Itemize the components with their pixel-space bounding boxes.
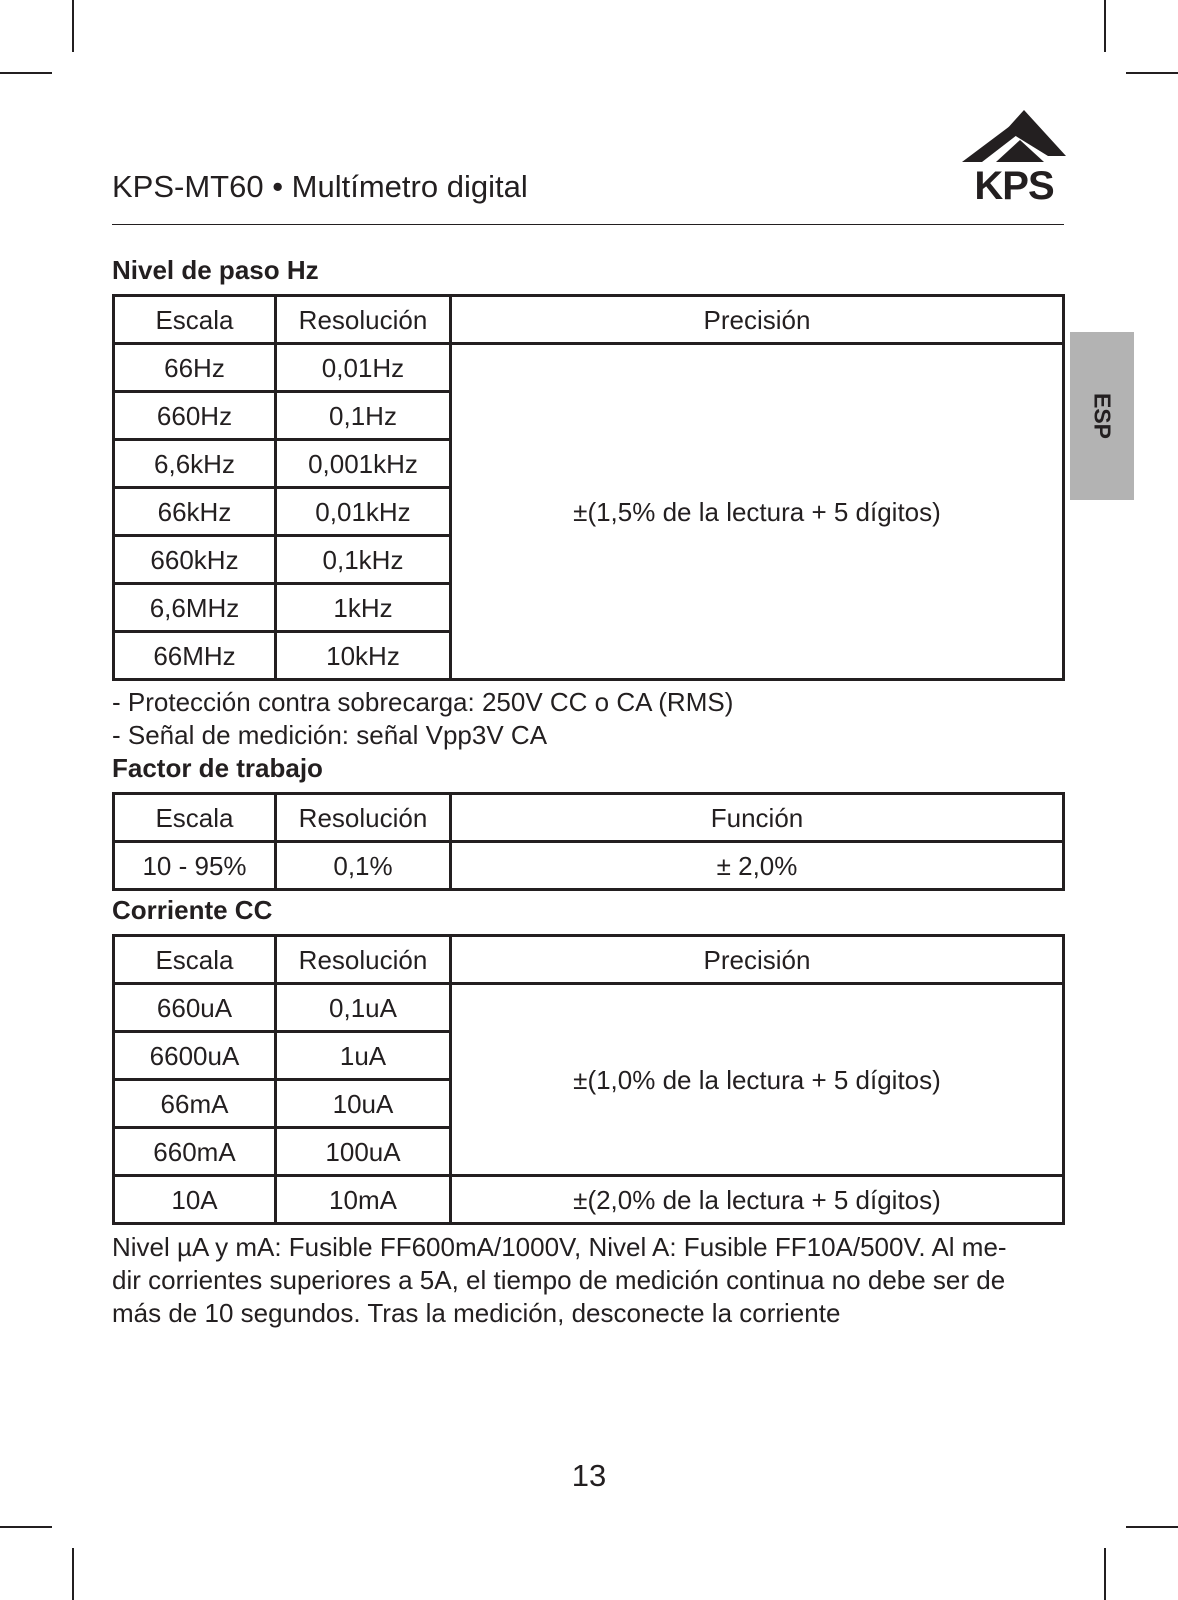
cell-precision: ±(1,0% de la lectura + 5 dígitos) <box>451 984 1064 1176</box>
crop-mark <box>1126 72 1178 74</box>
cell-resolution: 10uA <box>276 1080 451 1128</box>
table-header-row <box>114 794 1064 842</box>
cell-resolution: 0,1% <box>276 842 451 890</box>
cell-scale: 66Hz <box>114 344 276 392</box>
table-duty <box>112 792 1065 891</box>
cell-scale: 6600uA <box>114 1032 276 1080</box>
header-cell: Escala <box>114 296 276 344</box>
crop-mark <box>1104 1548 1106 1600</box>
note-overload: - Protección contra sobrecarga: 250V CC o CA (RMS) <box>112 687 734 717</box>
section-title-hz: Nivel de paso Hz <box>112 255 319 285</box>
cell-scale: 660mA <box>114 1128 276 1176</box>
paragraph-line: dir corrientes superiores a 5A, el tiempo de medición continua no debe ser de <box>112 1265 1006 1295</box>
table-row <box>114 1176 1064 1224</box>
note-signal: - Señal de medición: señal Vpp3V CA <box>112 720 548 750</box>
cell-scale: 66MHz <box>114 632 276 680</box>
table-header-row <box>114 936 1064 984</box>
cell-resolution: 10kHz <box>276 632 451 680</box>
cell-scale: 66mA <box>114 1080 276 1128</box>
page-number: 13 <box>571 1458 607 1493</box>
header-divider <box>112 224 1064 225</box>
kps-logo-mark <box>962 110 1066 166</box>
cell-scale: 66kHz <box>114 488 276 536</box>
cell-resolution: 0,01Hz <box>276 344 451 392</box>
header-cell: Resolución <box>276 936 451 984</box>
cell-scale: 6,6kHz <box>114 440 276 488</box>
paragraph-line: Nivel µA y mA: Fusible FF600mA/1000V, Nivel A: Fusible FF10A/500V. Al me- <box>112 1232 1007 1262</box>
table-dc <box>112 934 1065 1225</box>
table-hz <box>112 294 1065 681</box>
table-row <box>114 984 1064 1032</box>
language-tab-label: ESP <box>1089 392 1116 440</box>
cell-resolution: 0,1uA <box>276 984 451 1032</box>
cell-precision: ±(1,5% de la lectura + 5 dígitos) <box>451 344 1064 680</box>
cell-resolution: 0,1kHz <box>276 536 451 584</box>
cell-scale: 660Hz <box>114 392 276 440</box>
crop-mark <box>1104 0 1106 52</box>
header-cell: Resolución <box>276 296 451 344</box>
cell-scale: 10 - 95% <box>114 842 276 890</box>
header-cell: Resolución <box>276 794 451 842</box>
cell-resolution: 0,01kHz <box>276 488 451 536</box>
cell-precision: ±(2,0% de la lectura + 5 dígitos) <box>451 1176 1064 1224</box>
header-cell: Precisión <box>451 296 1064 344</box>
cell-scale: 10A <box>114 1176 276 1224</box>
section-title-dc: Corriente CC <box>112 895 273 925</box>
cell-resolution: 100uA <box>276 1128 451 1176</box>
cell-scale: 660uA <box>114 984 276 1032</box>
cell-resolution: 1uA <box>276 1032 451 1080</box>
page-title: KPS-MT60 • Multímetro digital <box>112 169 528 204</box>
cell-scale: 660kHz <box>114 536 276 584</box>
table-header-row <box>114 296 1064 344</box>
paragraph-line: más de 10 segundos. Tras la medición, desconecte la corriente <box>112 1298 841 1328</box>
table-row <box>114 344 1064 392</box>
crop-mark <box>0 72 52 74</box>
cell-resolution: 0,1Hz <box>276 392 451 440</box>
header-cell: Precisión <box>451 936 1064 984</box>
cell-resolution: 10mA <box>276 1176 451 1224</box>
kps-logo-text: KPS <box>974 164 1054 208</box>
crop-mark <box>0 1526 52 1528</box>
cell-resolution: 0,001kHz <box>276 440 451 488</box>
section-title-duty: Factor de trabajo <box>112 753 323 783</box>
header-cell: Función <box>451 794 1064 842</box>
cell-resolution: 1kHz <box>276 584 451 632</box>
cell-scale: 6,6MHz <box>114 584 276 632</box>
kps-logo <box>962 110 1066 206</box>
crop-mark <box>72 1548 74 1600</box>
crop-mark <box>72 0 74 52</box>
header-cell: Escala <box>114 794 276 842</box>
cell-function: ± 2,0% <box>451 842 1064 890</box>
header-cell: Escala <box>114 936 276 984</box>
crop-mark <box>1126 1526 1178 1528</box>
language-tab <box>1070 332 1134 500</box>
table-row <box>114 842 1064 890</box>
